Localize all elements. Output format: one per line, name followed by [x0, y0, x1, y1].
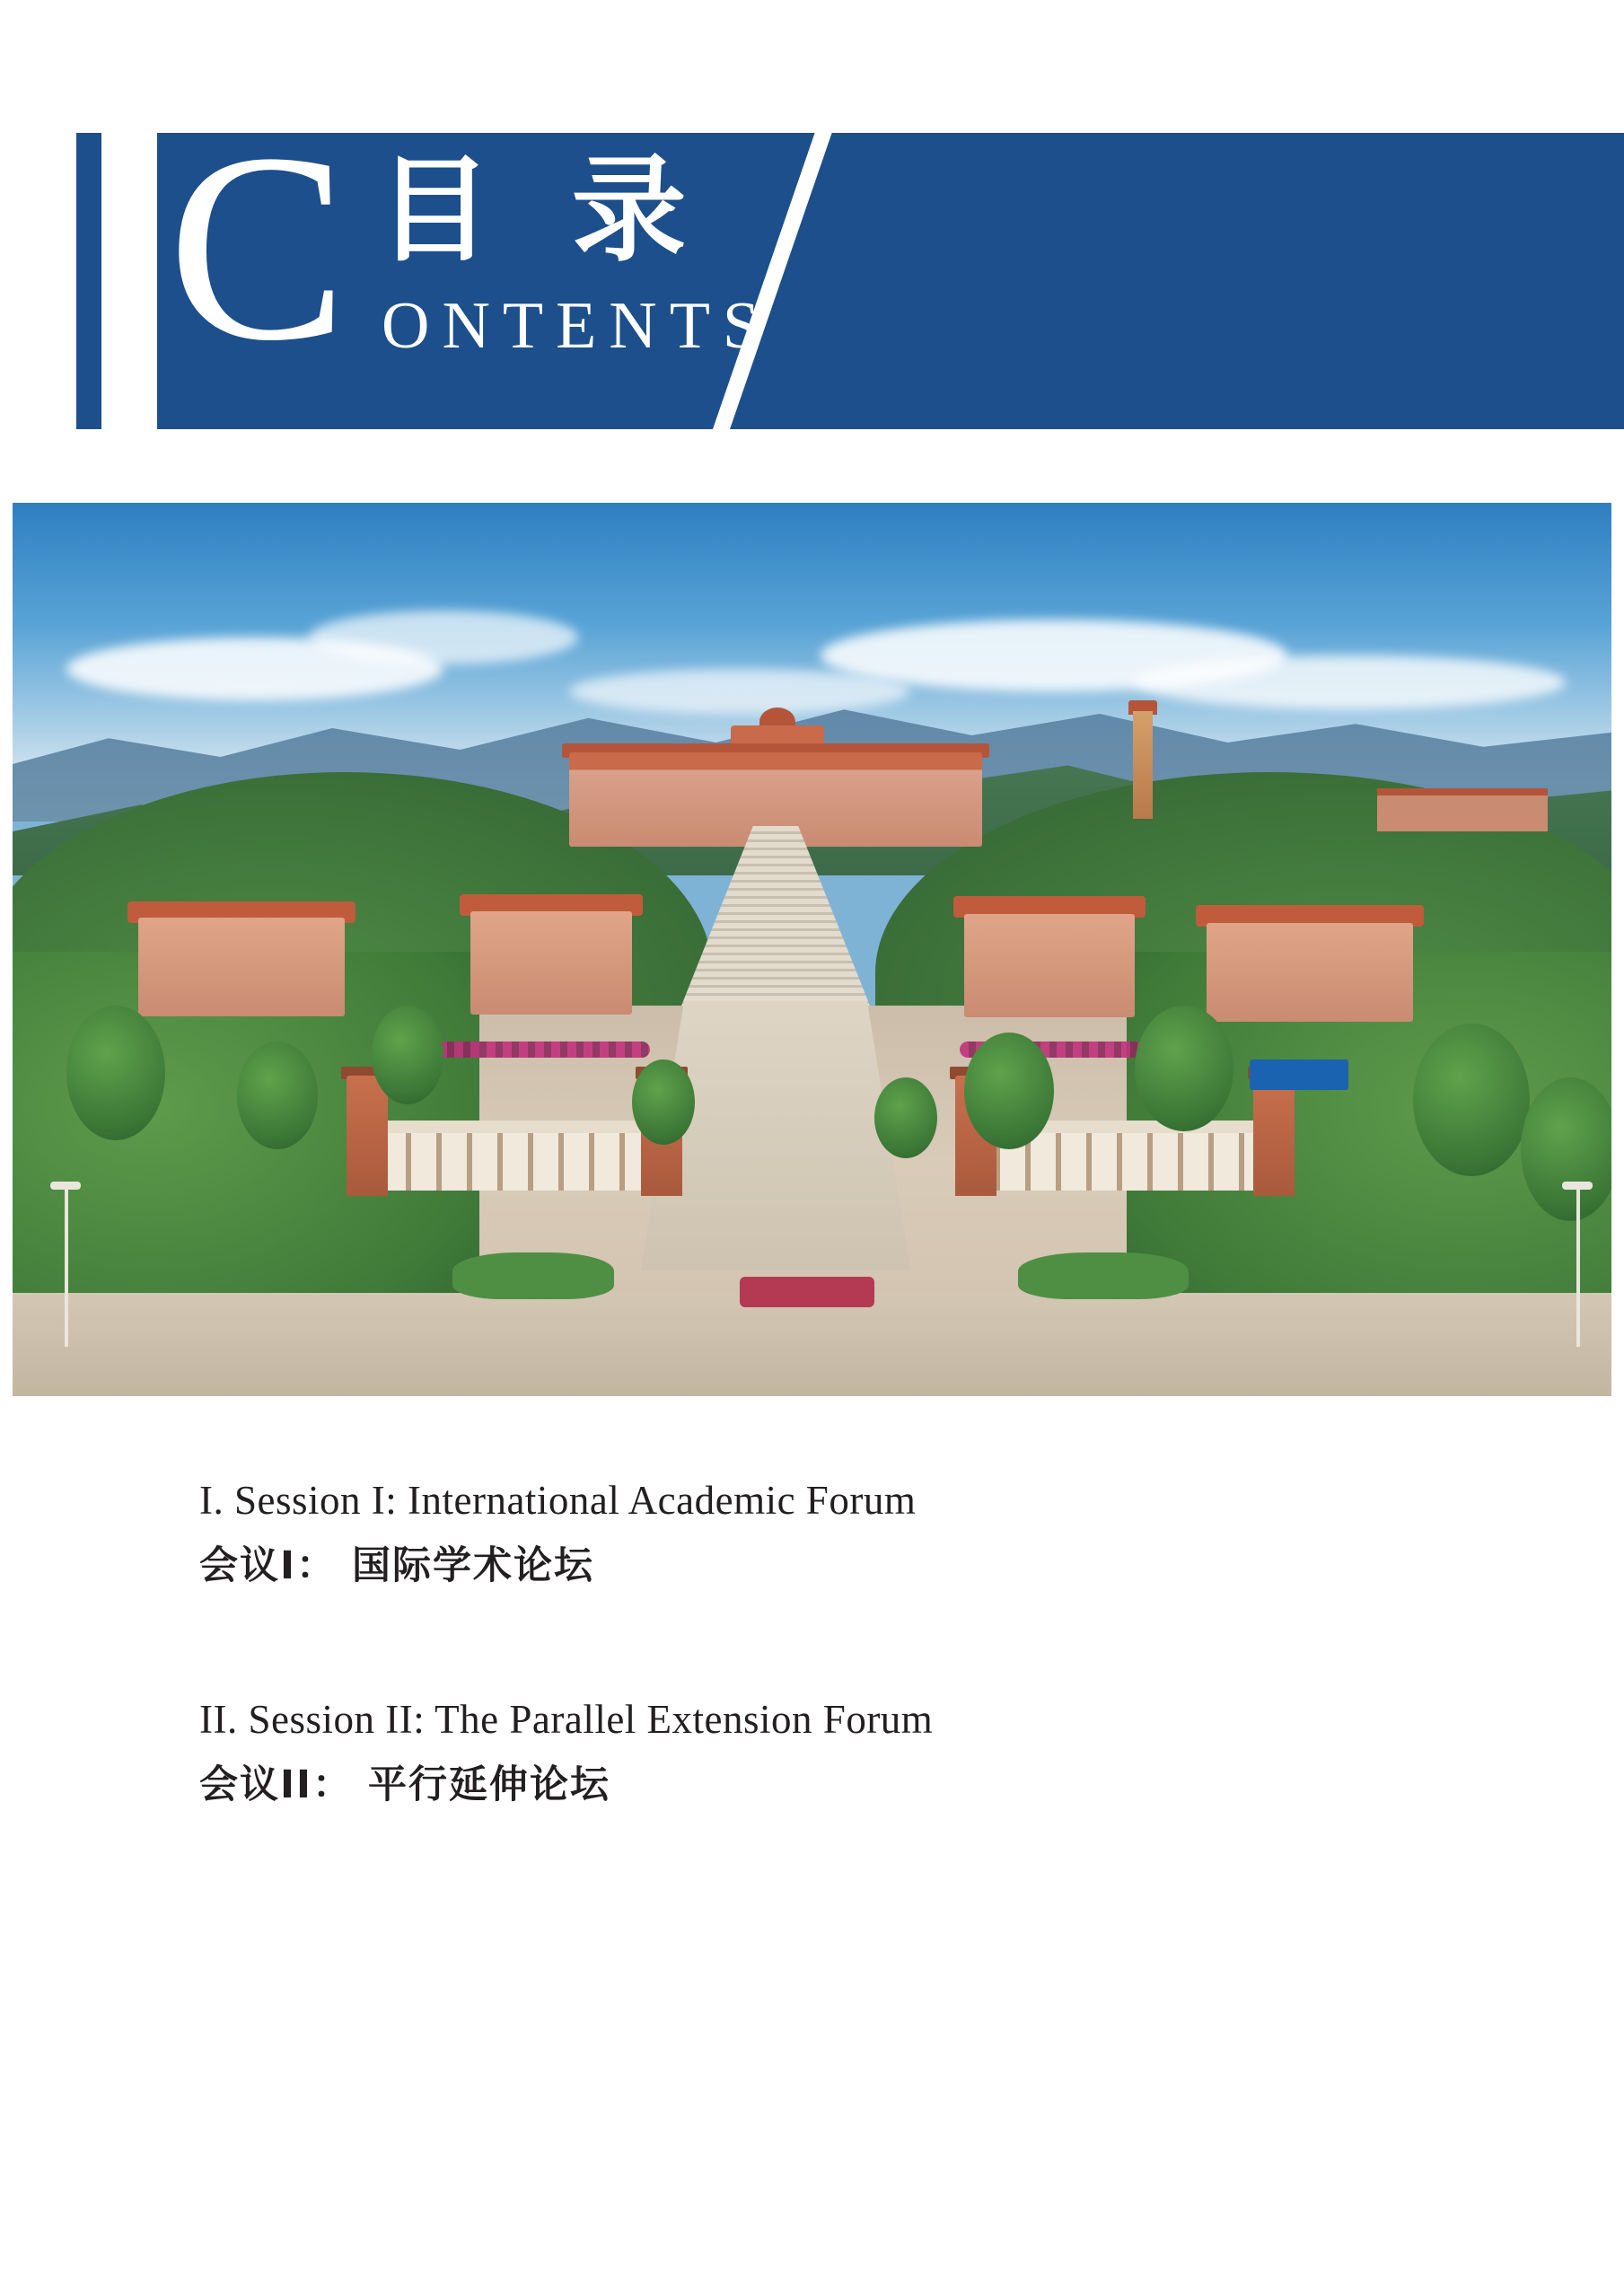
street-lamp	[65, 1185, 68, 1347]
campus-building	[470, 911, 632, 1015]
flower-bed	[740, 1277, 874, 1307]
tree	[66, 1006, 165, 1140]
diagonal-slash-decoration	[699, 133, 838, 429]
lawn-patch	[452, 1252, 614, 1299]
toc-entry-1-english: I. Session I: International Academic Forum	[199, 1478, 917, 1523]
tree	[1521, 1077, 1611, 1221]
toc-entry-2[interactable]	[199, 1692, 1456, 1814]
lawn-patch	[1018, 1252, 1189, 1299]
tree	[964, 1033, 1054, 1149]
bell-tower	[1133, 711, 1153, 819]
toc-entry-1[interactable]	[199, 1472, 1456, 1595]
distant-building	[1377, 788, 1548, 831]
foreground-pavement	[13, 1293, 1611, 1396]
cloud	[1135, 655, 1566, 709]
cloud	[309, 611, 578, 664]
gate-pylon	[347, 1076, 388, 1196]
toc-entry-2-english: II. Session II: The Parallel Extension Forum	[199, 1697, 934, 1742]
header-accent-bar	[76, 133, 101, 429]
arch-row-right	[995, 1133, 1275, 1191]
toc-entry-2-chinese: 会议II： 平行延伸论坛	[199, 1762, 610, 1807]
street-lamp-head	[50, 1182, 81, 1190]
header-band	[157, 133, 1624, 429]
contents-header	[0, 133, 1624, 429]
table-of-contents	[199, 1472, 1456, 1911]
contents-title-english: ONTENTS	[382, 289, 773, 363]
tree	[632, 1059, 695, 1145]
contents-title-chinese: 目 录	[377, 144, 707, 277]
cloud	[569, 669, 910, 714]
toc-entry-1-chinese: 会议I： 国际学术论坛	[199, 1543, 594, 1588]
tree	[874, 1077, 937, 1158]
road-sign	[1250, 1059, 1348, 1090]
campus-aerial-photo	[13, 503, 1611, 1396]
contents-initial-letter: C	[168, 133, 348, 396]
tree	[237, 1042, 318, 1149]
campus-building	[964, 914, 1135, 1017]
tree	[372, 1006, 443, 1104]
campus-building	[1207, 923, 1413, 1022]
gate-pylon	[1253, 1076, 1295, 1196]
campus-building	[138, 918, 345, 1016]
tree	[1135, 1006, 1233, 1131]
street-lamp	[1576, 1185, 1580, 1347]
arch-row-left	[375, 1133, 646, 1191]
tree	[1413, 1024, 1530, 1176]
street-lamp-head	[1562, 1182, 1593, 1190]
